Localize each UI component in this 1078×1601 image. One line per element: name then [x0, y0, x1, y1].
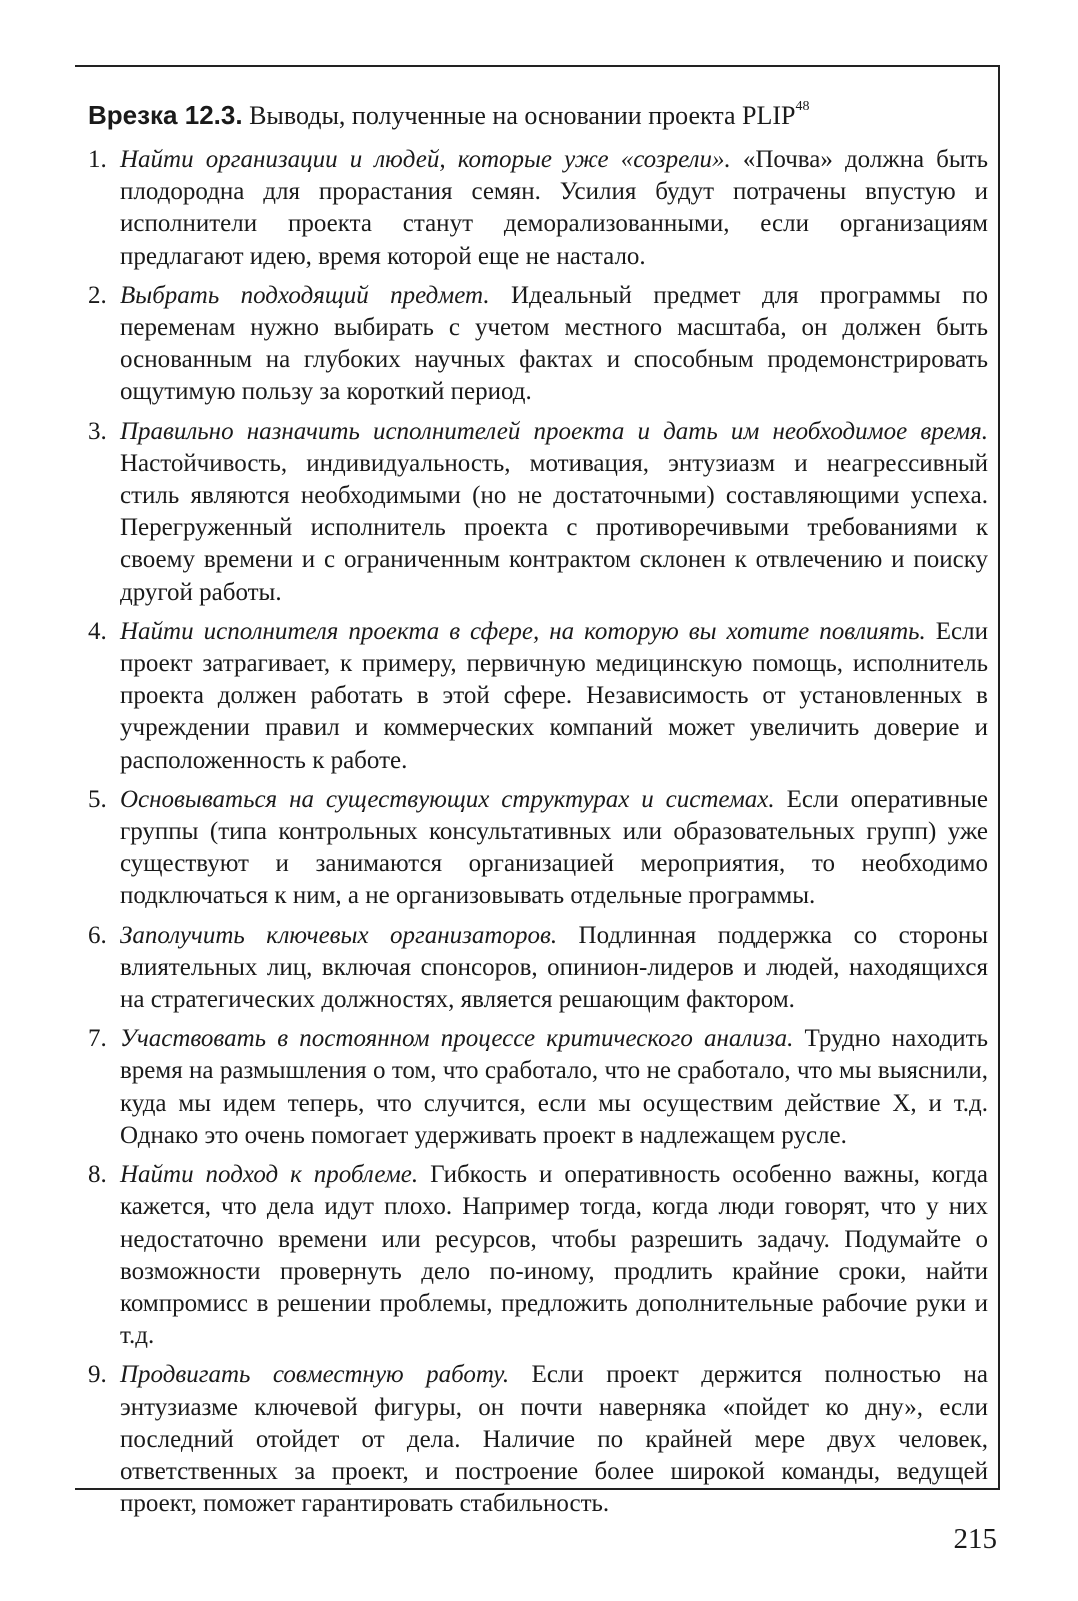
item-number: 2. [88, 281, 107, 309]
inset-title [88, 98, 988, 133]
item-text: Если проект держится полностью на энтузиазме ключевой фигуры, он почти наверняка «пойдет ко дну», если последний отойдет от дела. Наличие по крайней мере двух человек, ответственных за проект, и построение более широкой команды, ведущей проект, поможет гарантировать стабильность. [120, 1361, 988, 1518]
inset-label: Врезка 12.3. [88, 100, 243, 130]
item-lead: Найти исполнителя проекта в сфере, на которую вы хотите повлиять. [120, 617, 926, 645]
item-lead: Заполучить ключевых организаторов. [120, 921, 558, 949]
list-item [88, 784, 988, 913]
list-item [88, 616, 988, 777]
list-item [88, 1159, 988, 1352]
inset-title-text: Выводы, полученные на основании проекта PLIP [249, 101, 796, 130]
item-number: 3. [88, 417, 107, 445]
list-item [88, 280, 988, 409]
list-item [88, 1023, 988, 1152]
item-number: 8. [88, 1161, 107, 1189]
item-number: 9. [88, 1361, 107, 1389]
conclusions-list [88, 144, 988, 1527]
item-number: 7. [88, 1025, 107, 1053]
item-text: Трудно находить время на размышления о том, что сработало, что не сработало, что мы выяснили, куда мы идем теперь, что случится, если мы осуществим действие X, и т.д. Однако это очень помогает удерживать проект в надлежащем русле. [120, 1025, 988, 1149]
item-lead: Правильно назначить исполнителей проекта и дать им необходимое время. [120, 417, 988, 445]
item-lead: Найти подход к проблеме. [120, 1161, 419, 1189]
item-text: Идеальный предмет для программы по переменам нужно выбирать с учетом местного масштаба, он должен быть основанным на глубоких научных фактах и способным продемонстрировать ощутимую пользу за короткий период. [120, 281, 989, 406]
item-lead: Основываться на существующих структурах и системах. [120, 785, 775, 813]
item-lead: Участвовать в постоянном процессе критического анализа. [120, 1025, 794, 1053]
item-text: Гибкость и оперативность особенно важны, когда кажется, что дела идут плохо. Например тогда, когда люди говорят, что у них недостаточно времени или ресурсов, чтобы разрешить задачу. Подумайте о возможности провернуть дело по-иному, продлить крайние сроки, найти компромисс в решении проблемы, предложить дополнительные рабочие руки и т.д. [120, 1161, 988, 1350]
list-item [88, 144, 988, 273]
item-lead: Выбрать подходящий предмет. [120, 281, 490, 309]
item-lead: Найти организации и людей, которые уже «созрели». [120, 146, 731, 173]
item-text: Если проект затрагивает, к примеру, первичную медицинскую помощь, исполнитель проекта должен работать в этой сфере. Независимость от установленных в учреждении правил и коммерческих компаний может увеличить доверие и расположенность к работе. [120, 617, 989, 774]
item-number: 4. [88, 617, 107, 645]
item-text: Подлинная поддержка со стороны влиятельных лиц, включая спонсоров, опинион-лидеров и людей, находящихся на стратегических должностях, является решающим фактором. [120, 921, 989, 1014]
item-number: 6. [88, 921, 107, 949]
item-number: 5. [88, 785, 107, 813]
item-text: Настойчивость, индивидуальность, мотивация, энтузиазм и неагрессивный стиль являются необходимыми (но не достаточными) составляющими успеха. Перегруженный исполнитель проекта с противоречивыми требованиями к своему времени и с ограниченным контрактом склонен к отвлечению и поиску другой работы. [120, 449, 988, 606]
list-item [88, 1359, 988, 1520]
list-item [88, 416, 988, 609]
list-item [88, 920, 988, 1017]
item-text: «Почва» должна быть плодородна для прорастания семян. Усилия будут потрачены впустую и исполнители проекта станут деморализованными, если организациям предлагают идею, время которой еще не настало. [120, 146, 988, 270]
item-text: Если оперативные группы (типа контрольных консультативных или образовательных групп) уже существуют и занимаются организацией мероприятия, то необходимо подключаться к ним, а не организовывать отдельные программы. [120, 785, 988, 910]
page-number: 215 [953, 1523, 997, 1555]
footnote-marker: 48 [795, 99, 810, 114]
item-number: 1. [88, 146, 107, 173]
item-lead: Продвигать совместную работу. [120, 1361, 510, 1389]
